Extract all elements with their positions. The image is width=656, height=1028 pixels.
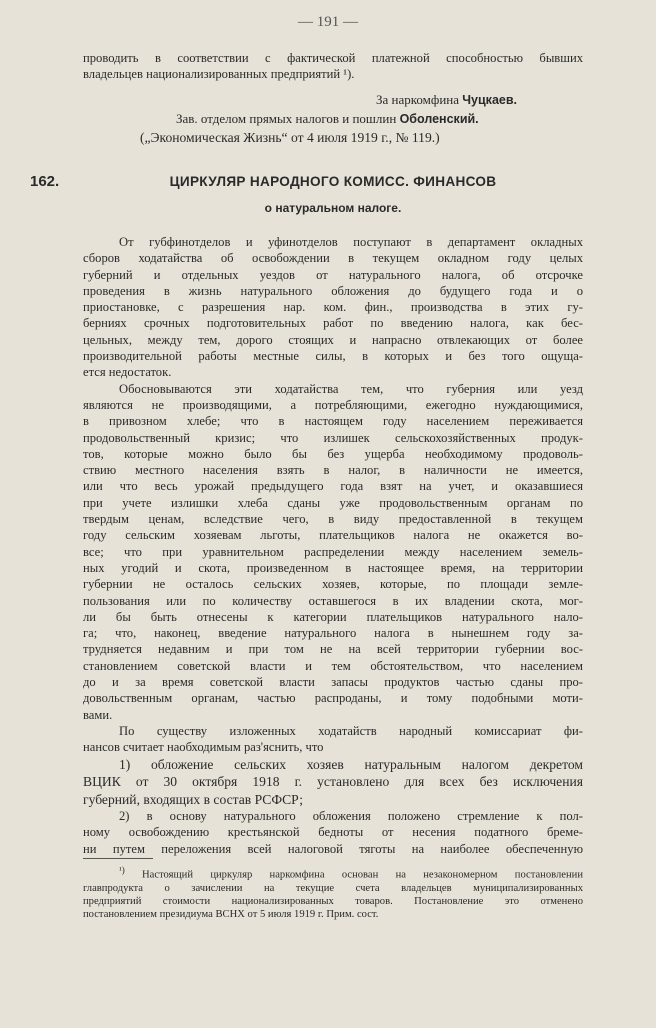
signature-name: Оболенский.: [399, 112, 479, 126]
text-line: губерний, входящих в состав РСФСР;: [83, 791, 304, 807]
text-line: ных угодий и скота, произведенном в настоящее время, на территории: [83, 560, 583, 575]
text-line: тов, которые можно было бы без ущерба необходимому продоволь-: [83, 446, 583, 461]
paragraph-3: [83, 723, 583, 756]
point-2: [83, 808, 583, 857]
point-1: [83, 756, 583, 809]
text-line: до и за время советской власти запасы продуктов частью сданы про-: [83, 675, 583, 690]
text-line: губернии не осталось сельских хозяев, которые, по площади земле-: [83, 577, 583, 592]
text-line: в привозном хлебе; что в настоящем году населением переживается: [83, 414, 583, 429]
document-number: 162.: [30, 173, 60, 190]
text-line: Обосновываются эти ходатайства тем, что губерния или уезд: [119, 381, 583, 396]
footnote-marker: ¹): [119, 865, 125, 875]
text-line: проводить в соответствии с фактической платежной способностью бывших: [83, 51, 583, 65]
text-line: ВЦИК от 30 октября 1918 г. установлено для всех без исключения: [83, 774, 583, 789]
text-line: ни путем переложения всей налоговой тяготы на наиболее обеспеченную: [83, 841, 583, 856]
text-line: По существу изложенных ходатайств народный комиссариат фи-: [119, 723, 583, 738]
signature-line-2: [176, 109, 479, 129]
signature-line-1: [376, 90, 517, 110]
text-line: производительной работы местные силы, в которых и без того ощуща-: [83, 349, 583, 364]
text-line: становлением советской власти и тем обстоятельством, что населением: [83, 658, 583, 673]
body-text: [83, 234, 583, 857]
source-citation: („Экономическая Жизнь“ от 4 июля 1919 г., № 119.): [140, 130, 440, 145]
text-line: владельцев национализированных предприятий ¹).: [83, 67, 355, 82]
text-line: [83, 864, 583, 882]
signature-title: Зав. отделом прямых налогов и пошлин: [176, 111, 397, 126]
document-title: ЦИРКУЛЯР НАРОДНОГО КОМИСС. ФИНАНСОВ: [169, 174, 497, 189]
text-line: приостановке, с разрешения нар. ком. фин., производства в этих гу-: [83, 300, 583, 315]
text-line: ствию местного населения взять в налог, в наличности не имеется,: [83, 463, 583, 478]
footnote-text: Настоящий циркуляр наркомфина основан на незакономерном постановлении: [142, 869, 583, 881]
page-number: — 191 —: [298, 14, 358, 30]
text-line: 1) обложение сельских хозяев натуральным налогом декретом: [119, 756, 583, 772]
text-line: вами.: [83, 707, 113, 722]
text-line: все; что при уравнительном распределении между населением земель-: [83, 544, 583, 559]
paragraph-2: [83, 381, 583, 723]
text-line: трудняется недавним и при том не на всей территории губернии вос-: [83, 642, 583, 657]
text-line: ному освобождению крестьянской бедноты от несения податного бреме-: [83, 825, 583, 840]
text-line: ли бы быть отнесены к категории плательщиков натурального нало-: [83, 609, 583, 624]
text-line: при учете излишки хлеба сданы уже продовольственным органам по: [83, 495, 583, 510]
text-line: довольственным органам, частью распроданы, и тому подобными моти-: [83, 691, 583, 706]
text-line: являются не производящими, а потребляющими, ежегодно нуждающимися,: [83, 397, 583, 412]
text-line: губерний и отдельных уездов от натурального налога, об отсрочке: [83, 267, 583, 282]
footnote: [83, 864, 583, 921]
signature-title: За наркомфина: [376, 92, 460, 107]
text-line: главпродукта о зачислении на текущие счета владельцев муниципализированных: [83, 882, 583, 894]
text-line: году сельским хозяевам льготы, плательщиков налога не окажется во-: [83, 528, 583, 543]
footnote-rule: [83, 858, 153, 859]
text-line: постановлением президиума ВСНХ от 5 июля 1919 г. Прим. сост.: [83, 909, 379, 921]
text-line: продовольственный кризис; что излишек сельскохозяйственных продук-: [83, 430, 583, 445]
text-line: или что весь урожай предыдущего года взят на учет, и оказавшиеся: [83, 479, 583, 494]
text-line: сборов ходатайства об освобождении в текущем окладном году целых: [83, 251, 583, 266]
paragraph-1: [83, 234, 583, 381]
text-line: ется недостаток.: [83, 365, 172, 380]
text-line: проведения в жизнь натурального обложения до будущего года и о: [83, 283, 583, 298]
carryover-text: [83, 50, 583, 83]
text-line: твердым ценам, вследствие чего, в виду предоставленной в текущем: [83, 512, 583, 527]
signature-name: Чуцкаев.: [462, 93, 518, 107]
text-line: га; что, наконец, введение натурального налога в нынешнем году за-: [83, 626, 583, 641]
document-subtitle: о натуральном налоге.: [264, 201, 402, 215]
text-line: берниях срочных подготовительных работ по введению налога, как бес-: [83, 316, 583, 331]
text-line: нансов считает наобходимым раз'яснить, что: [83, 740, 324, 755]
text-line: От губфинотделов и уфинотделов поступают в департамент окладных: [119, 235, 583, 249]
text-line: цельных, между тем, дорого стоящих и напрасно отвлекающих от более: [83, 332, 583, 347]
text-line: пользования или по количеству оставшегося в их владении скота, мог-: [83, 593, 583, 608]
text-line: предприятий стоимости национализированных товаров. Постановление это отменено: [83, 895, 583, 907]
text-line: 2) в основу натурального обложения положено стремление к пол-: [119, 809, 583, 823]
